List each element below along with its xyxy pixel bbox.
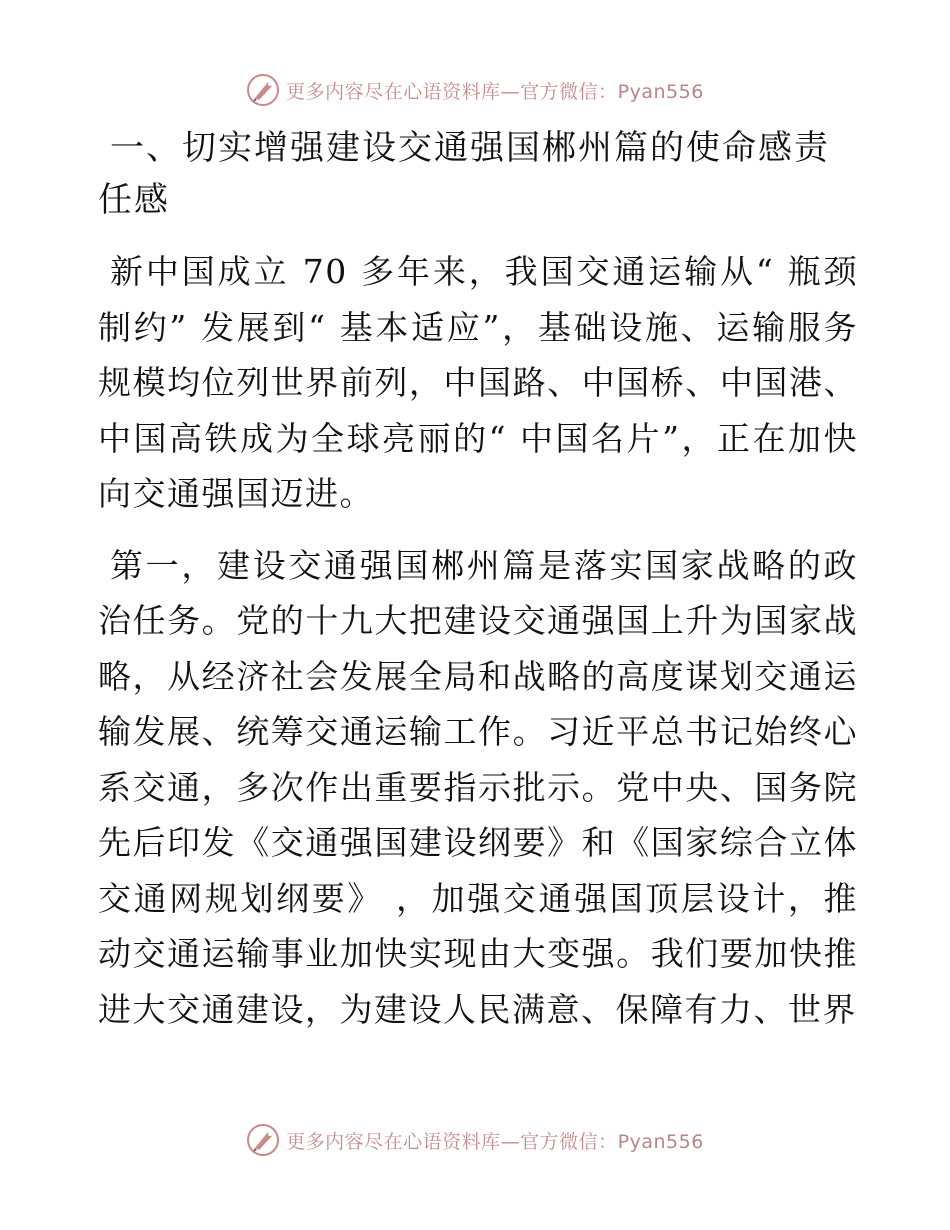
watermark-wechat-id: Pyan556	[617, 1130, 704, 1153]
watermark-footer	[0, 1120, 950, 1160]
paragraph-1: 新中国成立 70 多年来，我国交通运输从“ 瓶颈制约” 发展到“ 基本适应”，基础设施、运输服务规模均位列世界前列，中国路、中国桥、中国港、中国高铁成为全球亮丽的“ 中国名片”，正在加快向交通强国迈进。	[98, 252, 858, 513]
document-body	[98, 122, 858, 1053]
watermark-text	[286, 1127, 704, 1154]
pen-logo-icon	[246, 73, 280, 107]
watermark-label: 更多内容尽在心语资料库—官方微信：	[286, 1130, 618, 1153]
pen-logo-icon	[246, 1123, 280, 1157]
watermark-text	[286, 77, 704, 104]
watermark-label: 更多内容尽在心语资料库—官方微信：	[286, 80, 618, 103]
watermark-wechat-id: Pyan556	[617, 80, 704, 103]
section-heading: 一、切实增强建设交通强国郴州篇的使命感责任感	[98, 128, 830, 220]
watermark-header	[0, 70, 950, 110]
paragraph-2: 第一，建设交通强国郴州篇是落实国家战略的政治任务。党的十九大把建设交通强国上升为国家战略，从经济社会发展全局和战略的高度谋划交通运输发展、统筹交通运输工作。习近平总书记始终心系交通，多次作出重要指示批示。党中央、国务院先后印发《交通强国建设纲要》和《国家综合立体交通网规划纲要》 ，加强交通强国顶层设计，推动交通运输事业加快实现由大变强。我们要加快推进大交通建设，为建设人民满意、保障有力、世界	[98, 545, 858, 1029]
